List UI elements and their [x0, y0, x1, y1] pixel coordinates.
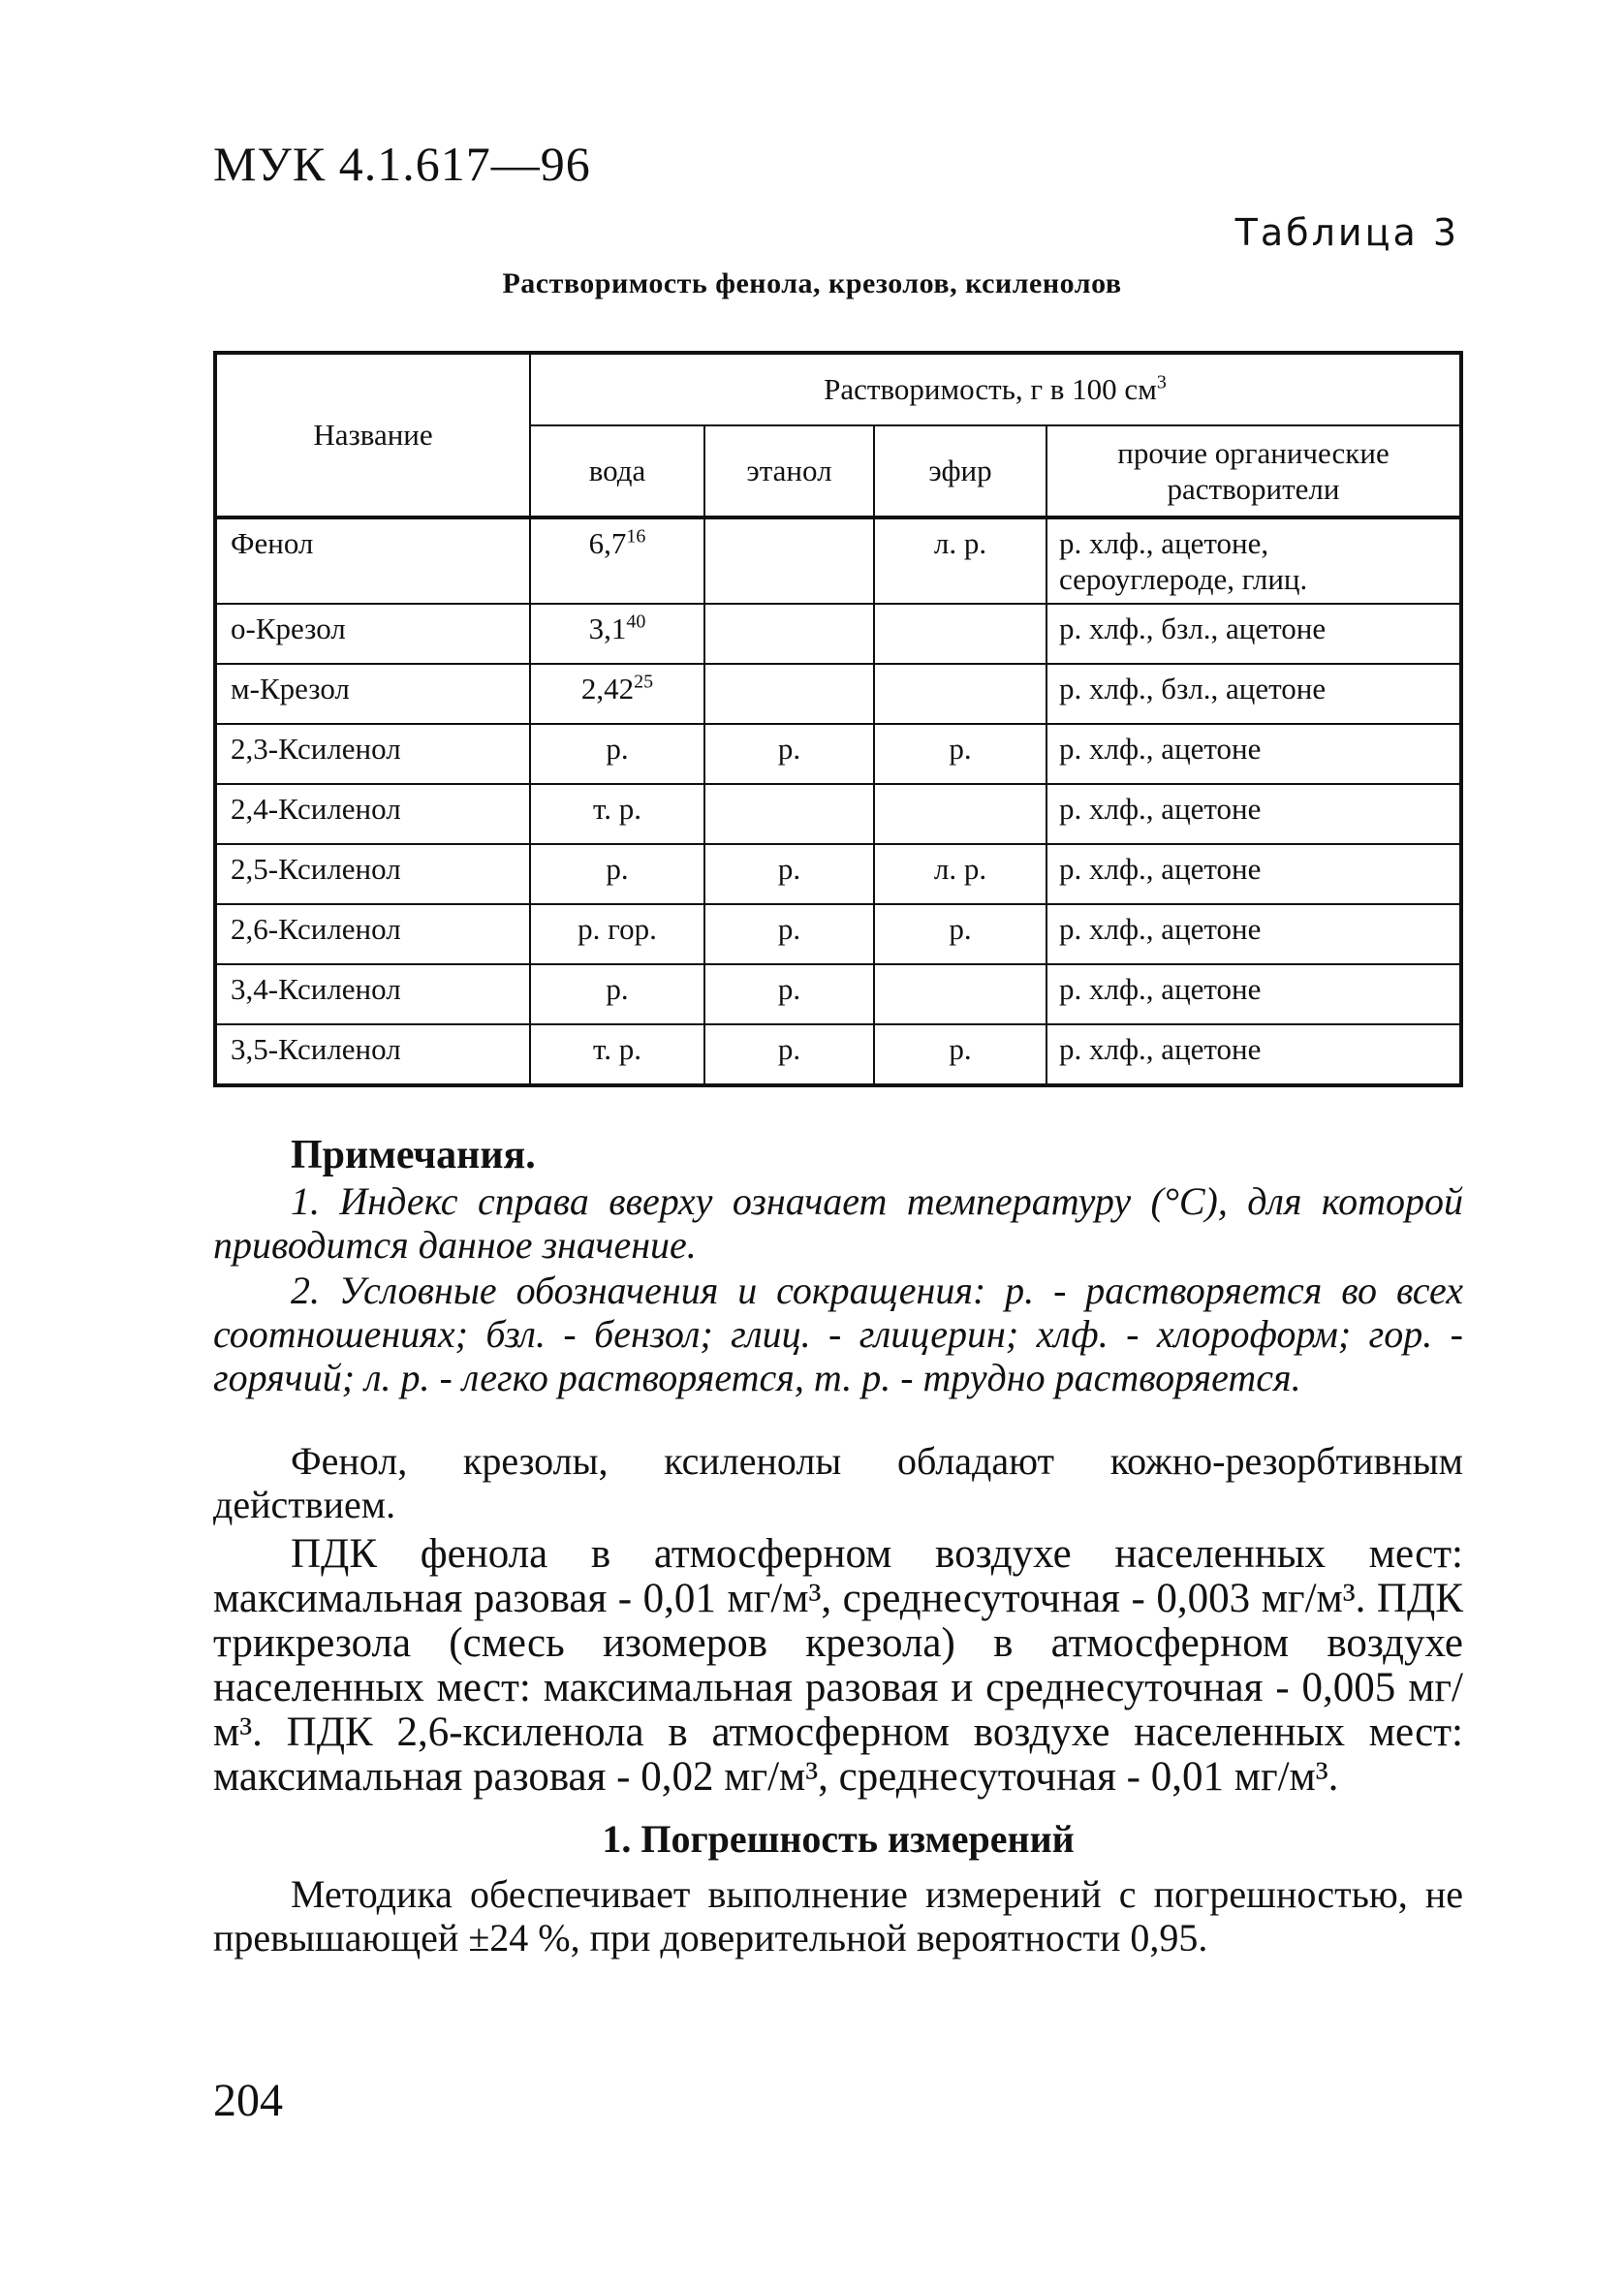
header-ether: эфир	[874, 425, 1046, 517]
cell-other-solvents: р. хлф., ацетоне, сероуглероде, глиц.	[1046, 517, 1461, 604]
cell-water: т. р.	[530, 784, 704, 844]
cell-ethanol: р.	[704, 724, 874, 784]
notes-block	[213, 1134, 1463, 1401]
header-solubility-group: Растворимость, г в 100 $см^3$	[530, 353, 1461, 425]
paragraph: ПДК фенола в атмосферном воздухе населенных мест: максимальная разовая - 0,01 мг/м³, среднесуточная - 0,003 мг/м³. ПДК трикрезола (смесь изомеров крезола) в атмосферном воздухе населенных мест: максимальная разовая и среднесуточная - 0,005 мг/м³. ПДК 2,6-ксиленола в атмосферном воздухе населенных мест: максимальная разовая - 0,02 мг/м³, среднесуточная - 0,01 мг/м³.	[213, 1531, 1463, 1800]
cell-water: $6,7^{16}$	[530, 517, 704, 604]
cell-name: 2,3-Ксиленол	[215, 724, 530, 784]
cell-ether: л. р.	[874, 844, 1046, 904]
cell-water: $3,1^{40}$	[530, 604, 704, 664]
cell-ethanol: р.	[704, 1024, 874, 1085]
cell-water: 2,42$^{25}$	[530, 664, 704, 724]
cell-ethanol	[704, 664, 874, 724]
cell-ether	[874, 664, 1046, 724]
header-name: Название	[215, 353, 530, 517]
cell-other-solvents: р. хлф., бзл., ацетоне	[1046, 604, 1461, 664]
cell-other-solvents: р. хлф., ацетоне	[1046, 724, 1461, 784]
cell-other-solvents: р. хлф., ацетоне	[1046, 964, 1461, 1024]
table-row	[215, 784, 1461, 844]
cell-ethanol	[704, 784, 874, 844]
notes-title: Примечания.	[291, 1133, 536, 1177]
note-item: 2. Условные обозначения и сокращения: р. - растворяется во всех соотношениях; бзл. - бензол; глиц. - глицерин; хлф. - хлороформ; гор. - горячий; л. р. - легко растворяется, т. р. - трудно растворяется.	[213, 1269, 1463, 1399]
header-other-solvents: прочие органические растворители	[1046, 425, 1461, 517]
cell-water: р.	[530, 844, 704, 904]
section-heading: 1. Погрешность измерений	[602, 1817, 1075, 1861]
header-ethanol: этанол	[704, 425, 874, 517]
cell-ether	[874, 784, 1046, 844]
cell-ether: р.	[874, 904, 1046, 964]
table-row	[215, 904, 1461, 964]
cell-ethanol: р.	[704, 964, 874, 1024]
cell-other-solvents: р. хлф., ацетоне	[1046, 904, 1461, 964]
table-label: Таблица 3	[1234, 211, 1459, 254]
cell-name: 2,4-Ксиленол	[215, 784, 530, 844]
cell-name: Фенол	[215, 517, 530, 604]
cell-ether	[874, 964, 1046, 1024]
cell-other-solvents: р. хлф., ацетоне	[1046, 844, 1461, 904]
cell-name: о-Крезол	[215, 604, 530, 664]
body-text	[213, 1439, 1463, 1965]
table-row	[215, 724, 1461, 784]
cell-water: т. р.	[530, 1024, 704, 1085]
cell-name: 3,5-Ксиленол	[215, 1024, 530, 1085]
cell-other-solvents: р. хлф., бзл., ацетоне	[1046, 664, 1461, 724]
table-row	[215, 964, 1461, 1024]
table-row	[215, 664, 1461, 724]
cell-other-solvents: р. хлф., ацетоне	[1046, 784, 1461, 844]
cell-ethanol: р.	[704, 844, 874, 904]
cell-name: 3,4-Ксиленол	[215, 964, 530, 1024]
page-number: 204	[213, 2075, 283, 2126]
paragraph: Фенол, крезолы, ксиленолы обладают кожно-резорбтивным действием.	[213, 1439, 1463, 1526]
paragraph: Методика обеспечивает выполнение измерений с погрешностью, не превышающей ±24 %, при доверительной вероятности 0,95.	[213, 1872, 1463, 1960]
table-row	[215, 844, 1461, 904]
table-title: Растворимость фенола, крезолов, ксиленолов	[502, 267, 1122, 299]
cell-ethanol: р.	[704, 904, 874, 964]
cell-name: м-Крезол	[215, 664, 530, 724]
cell-ether: р.	[874, 724, 1046, 784]
document-code: МУК 4.1.617—96	[213, 137, 591, 191]
cell-water: р. гор.	[530, 904, 704, 964]
cell-ethanol	[704, 517, 874, 604]
cell-ether: р.	[874, 1024, 1046, 1085]
header-water: вода	[530, 425, 704, 517]
cell-ethanol	[704, 604, 874, 664]
solubility-table	[213, 351, 1463, 1087]
table-row	[215, 1024, 1461, 1085]
cell-name: 2,6-Ксиленол	[215, 904, 530, 964]
cell-ether: л. р.	[874, 517, 1046, 604]
cell-name: 2,5-Ксиленол	[215, 844, 530, 904]
cell-other-solvents: р. хлф., ацетоне	[1046, 1024, 1461, 1085]
table-row	[215, 604, 1461, 664]
cell-water: р.	[530, 724, 704, 784]
cell-ether	[874, 604, 1046, 664]
cell-water: р.	[530, 964, 704, 1024]
table-row	[215, 517, 1461, 604]
note-item: 1. Индекс справа вверху означает температуру (°C), для которой приводится данное значение.	[213, 1179, 1463, 1267]
